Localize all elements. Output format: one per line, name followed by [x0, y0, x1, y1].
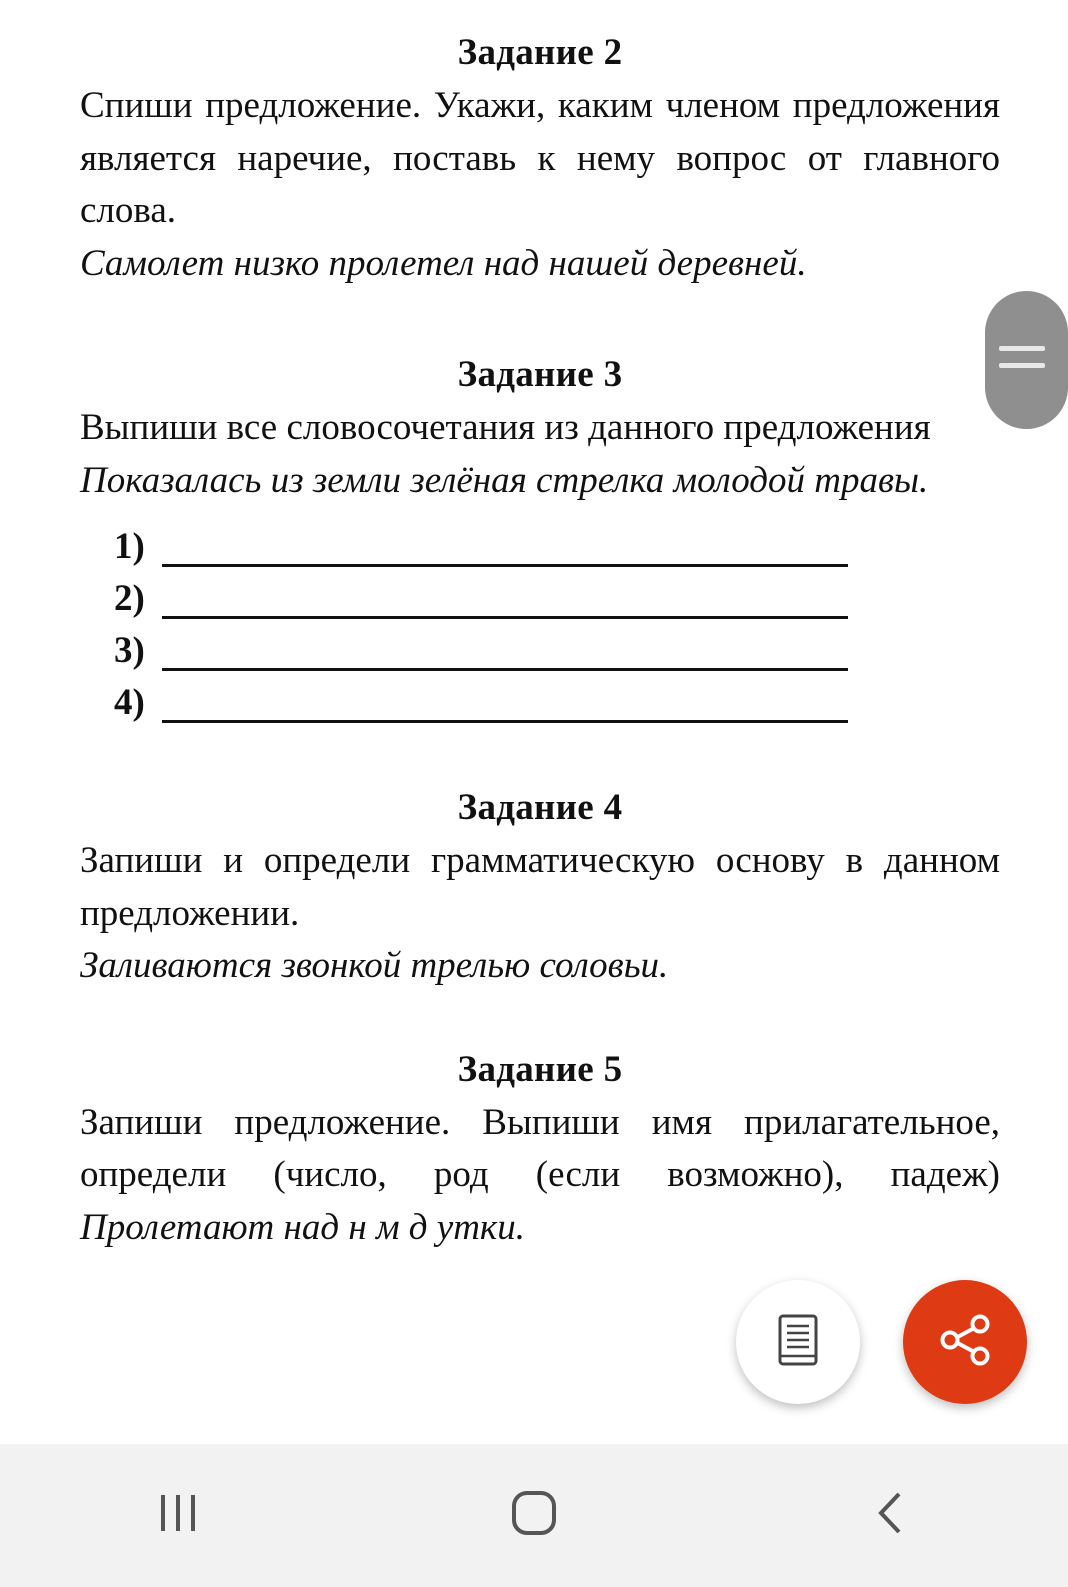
system-navigation-bar — [0, 1444, 1068, 1587]
answer-blank[interactable] — [162, 632, 848, 671]
answer-blank[interactable] — [162, 684, 848, 723]
answer-blank[interactable] — [162, 580, 848, 619]
back-button[interactable] — [830, 1456, 950, 1576]
answer-line[interactable] — [114, 619, 1000, 671]
back-icon — [875, 1490, 905, 1541]
task-sentence: Самолет низко пролетел над нашей деревней. — [80, 242, 807, 284]
task-instruction — [80, 1097, 1000, 1255]
task-instruction: Спиши предложение. Укажи, каким членом предложения является наречие, поставь к нему вопрос от главного слова. — [80, 85, 1000, 231]
task-instruction: Выпиши все словосочетания из данного предложения — [80, 407, 931, 448]
answer-line-number: 1) — [114, 526, 145, 567]
recent-apps-icon — [158, 1493, 198, 1538]
document-icon — [777, 1313, 819, 1372]
task-title: Задание 4 — [457, 787, 623, 828]
share-icon — [936, 1311, 994, 1374]
task-5 — [80, 1043, 1000, 1255]
task-title: Задание 2 — [457, 32, 623, 73]
document-page — [80, 26, 1000, 1254]
task-2 — [80, 26, 1000, 290]
answer-line-number: 3) — [114, 630, 145, 671]
scroll-handle-icon[interactable] — [985, 291, 1068, 429]
task-title: Задание 5 — [457, 1048, 623, 1090]
task-sentence: Заливаются звонкой трелью соловьи. — [80, 945, 669, 986]
answer-line[interactable] — [114, 515, 1000, 567]
home-button[interactable] — [474, 1456, 594, 1576]
answer-line-number: 4) — [114, 682, 145, 723]
recent-apps-button[interactable] — [118, 1456, 238, 1576]
answer-line[interactable] — [114, 567, 1000, 619]
task-3 — [80, 348, 1000, 723]
answer-blank[interactable] — [162, 528, 848, 567]
answer-line-number: 2) — [114, 578, 145, 619]
task-instruction: Запиши и определи грамматическую основу в данном предложении. — [80, 840, 1000, 934]
task-sentence: Показалась из земли зелёная стрелка молодой травы. — [80, 459, 929, 501]
document-view-button[interactable] — [736, 1280, 860, 1404]
task-4 — [80, 781, 1000, 993]
task-instruction-text: Запиши предложение. Выпиши имя прилагательное, определи (число, род (если возможно), падеж) — [80, 1101, 1000, 1195]
home-icon — [511, 1490, 557, 1541]
task-sentence: Пролетают над н м д утки. — [80, 1206, 525, 1248]
task-title: Задание 3 — [457, 354, 623, 395]
answer-line[interactable] — [114, 671, 1000, 723]
answer-lines — [114, 515, 1000, 723]
share-button[interactable] — [903, 1280, 1027, 1404]
